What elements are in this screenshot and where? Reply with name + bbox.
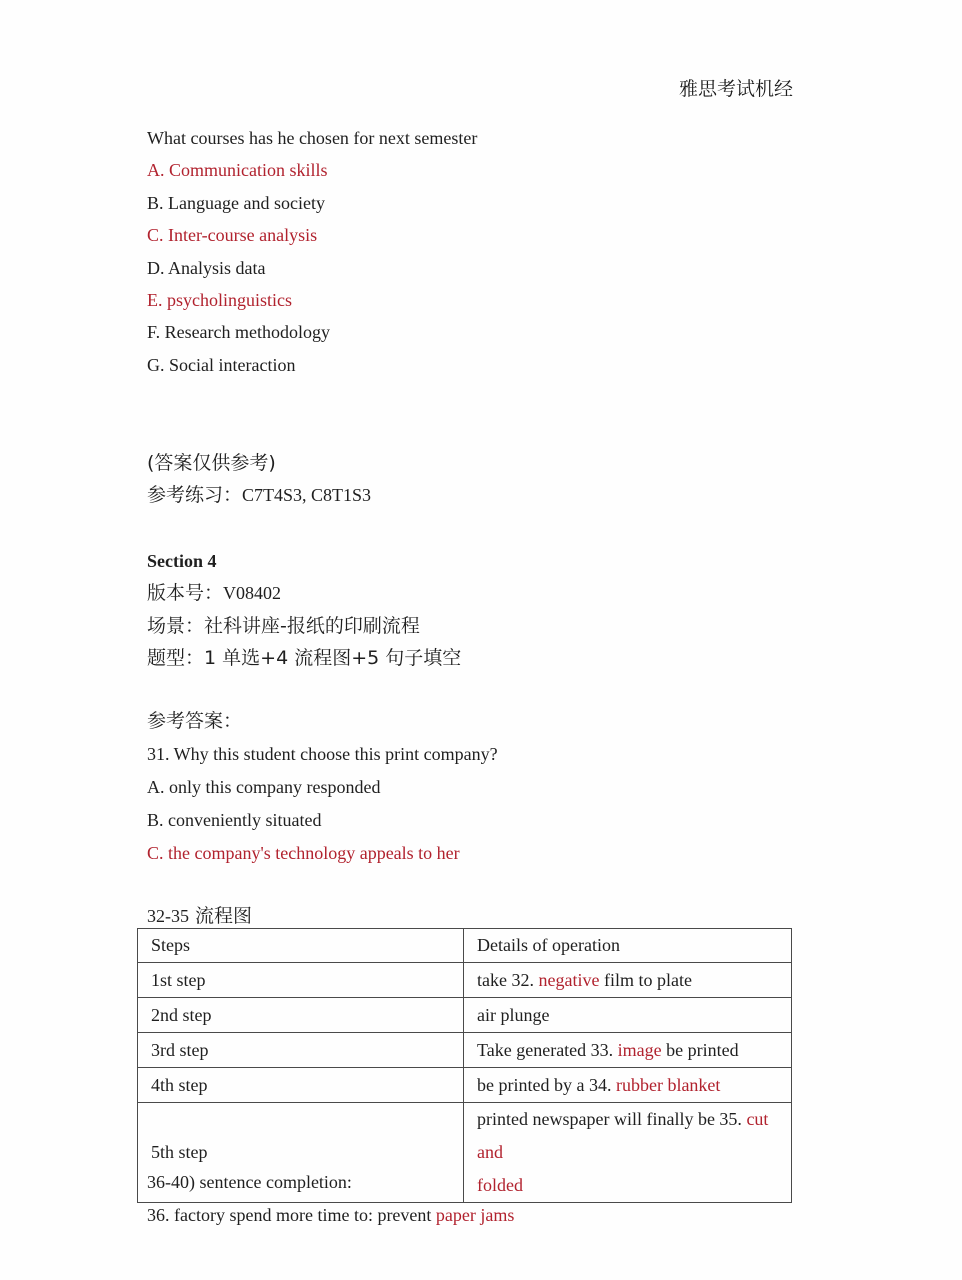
q31-option-c: C. the company's technology appeals to her [147,843,460,863]
section4-info-block [147,545,461,675]
step2-details [464,998,792,1033]
option-b: B. Language and society [147,192,325,213]
step4-detail-text: be printed by a 34. [477,1074,616,1095]
step1-answer: negative [538,969,600,990]
step2-label: 2nd step [138,998,464,1033]
flowchart-caption [147,903,252,929]
step4-label: 4th step [138,1068,464,1103]
answers-block [147,705,498,870]
option-g: G. Social interaction [147,354,296,375]
sentence-completion-heading: 36-40) sentence completion: [147,1172,352,1192]
option-f: F. Research methodology [147,322,331,343]
section-title: Section 4 [147,551,217,571]
step2-detail-text: air plunge [477,1004,550,1025]
col-header-steps: Steps [138,929,464,963]
question-types-value: 1 单选+4 流程图+5 句子填空 [204,647,462,670]
question-prompt: What courses has he chosen for next semester [147,128,478,148]
q36-text: 36. factory spend more time to: prevent [147,1205,436,1225]
step3-label: 3rd step [138,1033,464,1068]
table-row-step3 [138,1033,792,1068]
practice-reference-label: 参考练习： [147,484,243,507]
step1-label: 1st step [138,963,464,998]
q36-line [147,1199,514,1232]
version-label: 版本号： [147,582,224,605]
q31-option-b: B. conveniently situated [147,810,322,830]
step3-detail-tail: be printed [661,1039,739,1060]
page-title: 雅思考试机经 [679,78,794,100]
question-types-label: 题型： [147,647,205,670]
scene-value: 社科讲座-报纸的印刷流程 [204,614,420,637]
scene-label: 场景： [147,614,205,637]
table-row-step1 [138,963,792,998]
step3-details [464,1033,792,1068]
step4-answer: rubber blanket [615,1074,721,1095]
question-types-line [147,642,461,674]
scene-line [147,610,461,642]
step3-detail-text: Take generated 33. [477,1039,618,1060]
step5-answer-line1: cut and [477,1109,769,1162]
course-question-block [147,122,477,381]
step3-answer: image [617,1039,662,1060]
step4-details [464,1068,792,1103]
answers-disclaimer: (答案仅供参考) [147,452,276,474]
q31-question: 31. Why this student choose this print company? [147,744,498,764]
table-header-row [138,929,792,963]
reference-note-block [147,447,371,512]
table-row-step2 [138,998,792,1033]
option-c: C. Inter-course analysis [147,225,318,246]
sentence-completion-block [147,1166,514,1232]
step5-label: 5th step [138,1103,464,1203]
practice-reference-value: C7T4S3, C8T1S3 [242,485,372,506]
col-header-details: Details of operation [464,929,792,963]
option-d: D. Analysis data [147,257,266,278]
flowchart-caption-text: 流程图 [195,905,253,927]
step1-detail-tail: film to plate [599,969,692,990]
version-line [147,577,461,609]
step1-details [464,963,792,998]
step5-answer-line2: folded [477,1175,523,1195]
practice-reference [147,479,371,511]
flowchart-table [137,928,792,1203]
step5-detail-text: printed newspaper will finally be 35. [477,1109,747,1129]
option-e: E. psycholinguistics [147,290,292,311]
q31-option-a: A. only this company responded [147,777,381,797]
option-a: A. Communication skills [147,160,328,181]
version-value: V08402 [223,583,282,604]
q36-answer: paper jams [435,1205,515,1225]
answers-heading: 参考答案： [147,710,243,732]
table-row-step4 [138,1068,792,1103]
step1-detail-text: take 32. [477,969,539,990]
flowchart-range: 32-35 [147,906,189,926]
